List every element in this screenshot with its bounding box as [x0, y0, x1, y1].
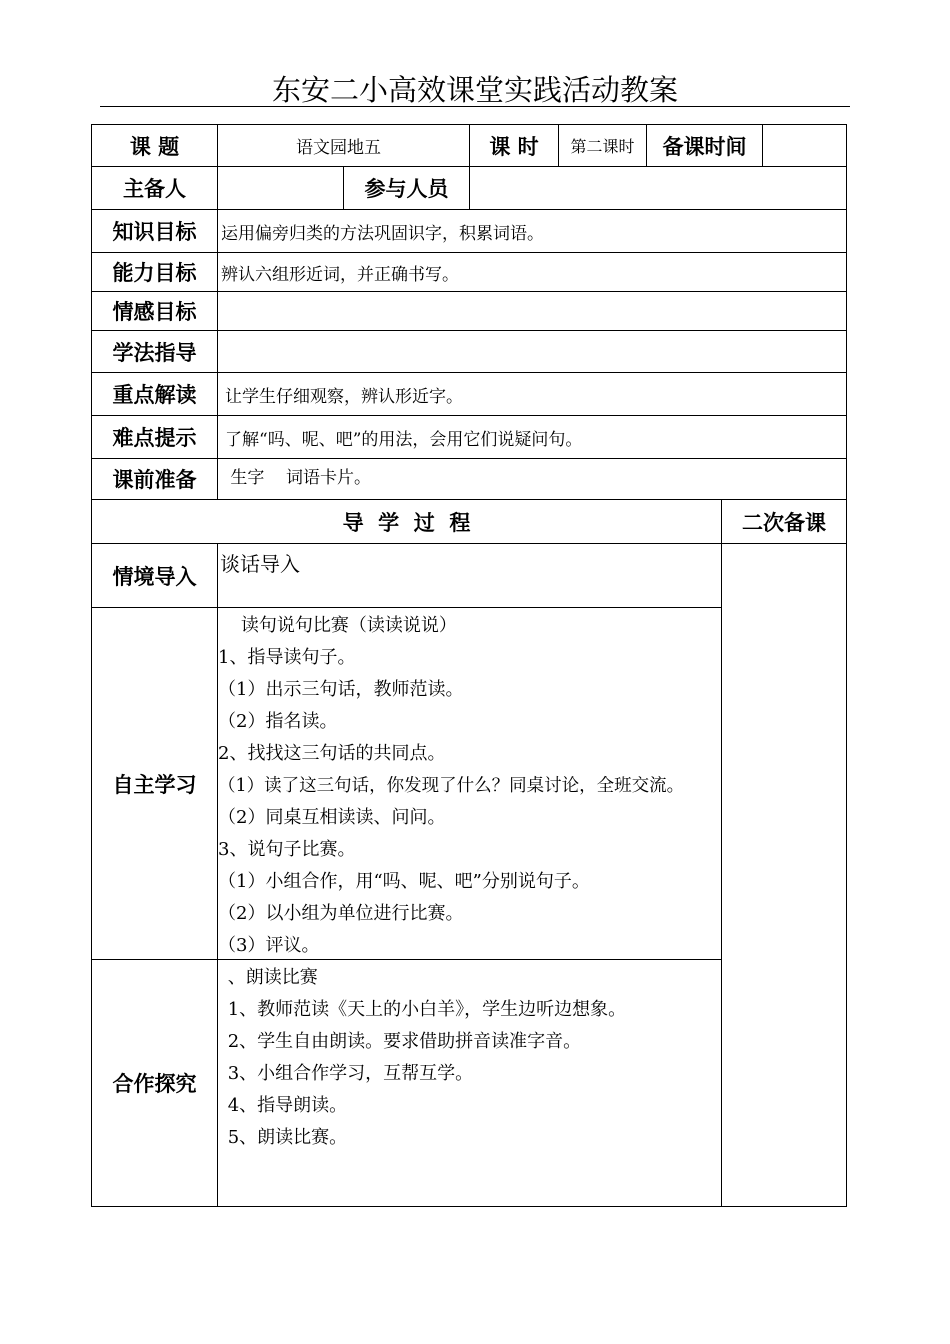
page-title: 东安二小高效课堂实践活动教案 [271, 73, 678, 107]
difficulty-value: 了解“吗、呢、吧”的用法，会用它们说疑问句。 [217, 415, 847, 459]
intro-label: 情境导入 [91, 543, 218, 608]
self-study-line: 3、说句子比赛。 [218, 839, 356, 860]
key-points-label: 重点解读 [91, 372, 218, 416]
participants-value [469, 166, 847, 210]
period-value: 第二课时 [558, 124, 647, 167]
study-guide-value [217, 330, 847, 373]
cooperation-line: 2、学生自由朗读。要求借助拼音读准字音。 [222, 1031, 582, 1052]
cooperation-line: 4、指导朗读。 [222, 1095, 348, 1116]
topic-label: 课 题 [91, 124, 218, 167]
self-study-line: （1）出示三句话，教师范读。 [218, 679, 464, 700]
self-study-line: 2、找找这三句话的共同点。 [218, 743, 446, 764]
self-study-line: （1）小组合作，用“吗、呢、吧”分别说句子。 [218, 871, 590, 892]
knowledge-goal-value: 运用偏旁归类的方法巩固识字，积累词语。 [217, 209, 847, 253]
ability-goal-value: 辨认六组形近词，并正确书写。 [217, 252, 847, 292]
participants-label: 参与人员 [343, 166, 470, 210]
self-study-line: （2）指名读。 [218, 711, 338, 732]
difficulty-label: 难点提示 [91, 415, 218, 459]
intro-line: 谈话导入 [220, 552, 300, 576]
topic-value: 语文园地五 [217, 124, 470, 167]
emotion-goal-value [217, 291, 847, 331]
self-study-line: 读句说句比赛（读读说说） [218, 615, 457, 636]
self-study-line: （2）以小组为单位进行比赛。 [218, 903, 464, 924]
period-label: 课 时 [469, 124, 559, 167]
prep-time-value [762, 124, 847, 167]
self-study-line: （2）同桌互相读读、问问。 [218, 807, 446, 828]
cooperation-line: 5、朗读比赛。 [222, 1127, 348, 1148]
key-points-value: 让学生仔细观察，辨认形近字。 [217, 372, 847, 416]
preparation-label: 课前准备 [91, 458, 218, 500]
process-heading: 导 学 过 程 [91, 499, 722, 544]
lead-label: 主备人 [91, 166, 218, 210]
cooperation-content [217, 959, 722, 1207]
lead-value [217, 166, 344, 210]
intro-content [217, 543, 722, 608]
self-study-label: 自主学习 [91, 607, 218, 960]
cooperation-label: 合作探究 [91, 959, 218, 1207]
study-guide-label: 学法指导 [91, 330, 218, 373]
cooperation-line: 、朗读比赛 [222, 967, 318, 988]
emotion-goal-label: 情感目标 [91, 291, 218, 331]
self-study-line: （1）读了这三句话，你发现了什么？同桌讨论，全班交流。 [218, 776, 685, 796]
preparation-value: 生字 词语卡片。 [217, 458, 847, 500]
title-underline [100, 106, 850, 107]
self-study-line: 1、指导读句子。 [218, 647, 356, 668]
ability-goal-label: 能力目标 [91, 252, 218, 292]
knowledge-goal-label: 知识目标 [91, 209, 218, 253]
self-study-content [217, 607, 722, 960]
prep-time-label: 备课时间 [646, 124, 763, 167]
second-prep-heading: 二次备课 [721, 499, 847, 544]
second-prep-column [721, 543, 847, 1207]
self-study-line: （3）评议。 [218, 935, 320, 956]
cooperation-line: 3、小组合作学习，互帮互学。 [222, 1063, 474, 1084]
cooperation-line: 1、教师范读《天上的小白羊》，学生边听边想象。 [222, 999, 627, 1020]
